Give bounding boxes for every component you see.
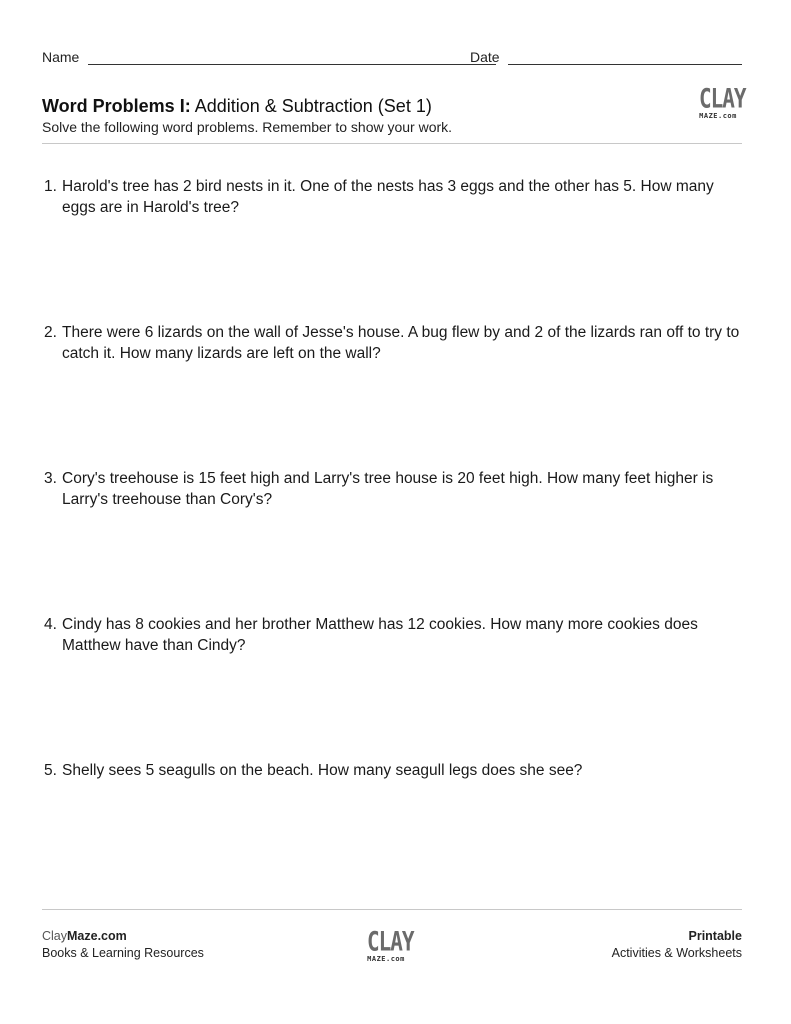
date-label: Date [470,49,500,65]
problem-number: 4. [44,616,57,633]
problem-text: Cory's treehouse is 15 feet high and Larry's tree house is 20 feet high. How many feet higher is Larry's treehouse than Cory's? [62,470,714,508]
title-rest: Addition & Subtraction (Set 1) [190,96,432,116]
problem-text: Cindy has 8 cookies and her brother Matthew has 12 cookies. How many more cookies does Matthew have than Cindy? [62,616,698,654]
problem-number: 3. [44,470,57,487]
problem-text: Harold's tree has 2 bird nests in it. One of the nests has 3 eggs and the other has 5. How many eggs are in Harold's tree? [62,178,714,216]
problem-item [44,322,744,364]
problem-item [44,468,744,510]
footer-left [42,928,204,962]
claymaze-logo [699,83,746,120]
problem-item [44,760,744,781]
logo-clay-text: CLAY [699,83,746,114]
footer-printable: Printable [688,929,742,943]
header-divider [42,143,742,144]
logo-maze-text: MAZE.com [699,112,737,120]
problem-number: 2. [44,324,57,341]
footer-divider [42,909,742,910]
problem-text: Shelly sees 5 seagulls on the beach. How many seagull legs does she see? [62,762,583,779]
problem-number: 5. [44,762,57,779]
footer-activities: Activities & Worksheets [611,946,742,960]
footer-brand [42,928,204,945]
footer-tagline: Books & Learning Resources [42,946,204,960]
footer-right [612,928,742,962]
problem-number: 1. [44,178,57,195]
problem-item [44,176,744,218]
problem-text: There were 6 lizards on the wall of Jesse's house. A bug flew by and 2 of the lizards ran off to try to catch it. How many lizards are left on the wall? [62,324,740,362]
logo-clay-text: CLAY [367,926,414,957]
claymaze-logo-footer [367,926,414,963]
date-blank-line [508,64,742,65]
problem-item [44,614,744,656]
name-label: Name [42,49,80,65]
name-blank-line [88,64,496,65]
logo-maze-text: MAZE.com [367,955,405,963]
name-date-row [42,49,742,69]
footer-brand-part1: Clay [42,929,68,943]
page-title [42,96,432,117]
title-bold: Word Problems I: [42,96,191,116]
instructions: Solve the following word problems. Remember to show your work. [42,119,453,135]
footer-brand-part2: Maze.com [67,929,127,943]
